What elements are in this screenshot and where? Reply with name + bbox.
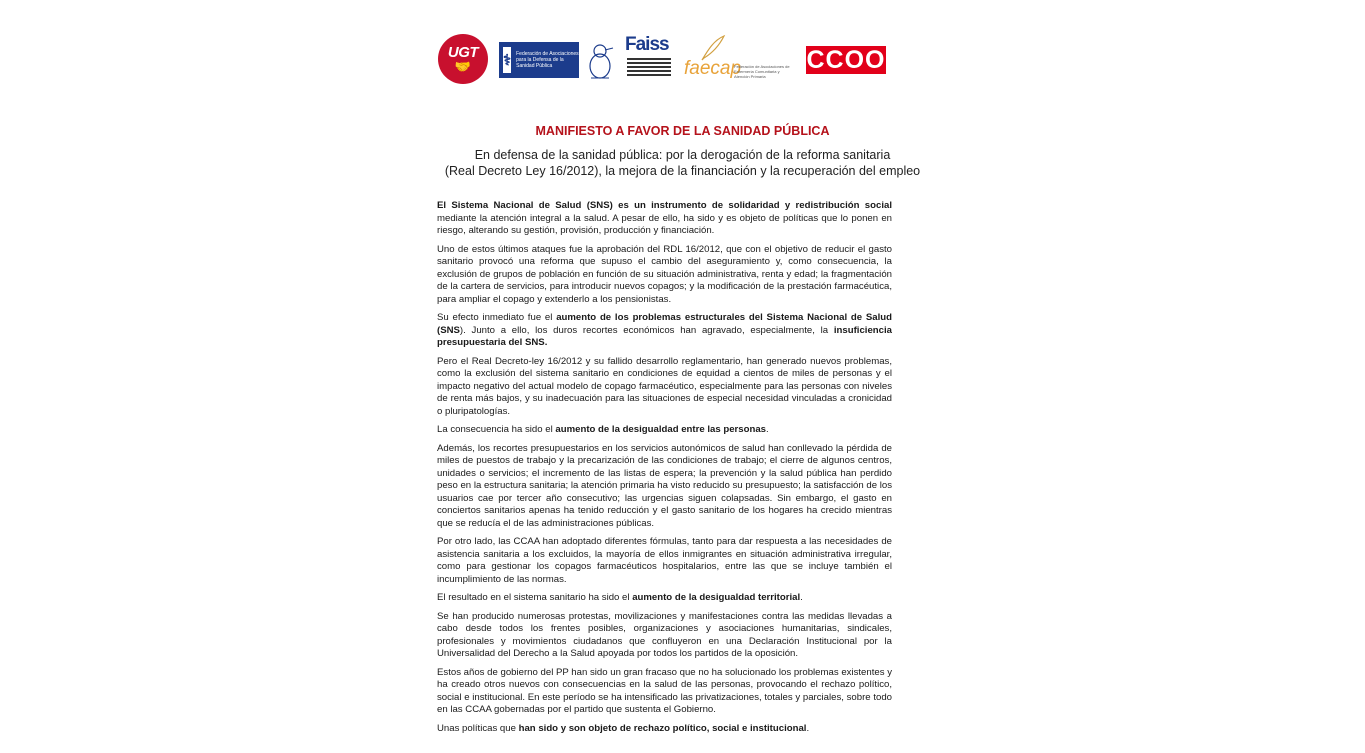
subtitle-line: En defensa de la sanidad pública: por la derogación de la reforma sanitaria [474,148,891,162]
paragraph-text: Su efecto inmediato fue el [437,312,557,323]
subtitle-line: (Real Decreto Ley 16/2012), la mejora de la financiación y la recuperación del empleo [444,164,921,178]
faiss-logo-text: Faiss [625,34,669,55]
ugt-logo-text: UGT [447,43,479,61]
fads-logo [499,42,579,78]
body-paragraph [437,312,892,350]
document-title: MANIFIESTO A FAVOR DE LA SANIDAD PÚBLICA [535,124,830,138]
bold-text: han sido y son objeto de rechazo político, social e institucional [518,722,807,734]
body-paragraph [437,443,892,531]
paragraph-text: Uno de estos últimos ataques fue la aprobación del RDL 16/2012, que con el objetivo de reducir el gasto sanitario provocó una reforma que supuso el cambio del aseguramiento y, como consecuencia, la exclusión de grupos de población en función de su situación administrativa, renta y edad; la fragmentación de la cartera de servicios, para introducir nuevos copagos; y la modificación de la prestación farmacéutica, para ampliar el copago y extenderlo a los pensionistas. [437,243,892,305]
body-paragraph [437,611,892,661]
paragraph-text: mediante la atención integral a la salud. A pesar de ello, ha sido y es objeto de políticas que lo ponen en riesgo, alterando su gestión, provisión, producción y financiación. [437,212,892,236]
body-paragraph [437,356,892,419]
paragraph-text: Además, los recortes presupuestarios en los servicios autonómicos de salud han conllevado la pérdida de miles de puestos de trabajo y la precarización de las condiciones de trabajo; el cierre de algunos centros, unidades o servicios; el incremento de las listas de espera; la prevención y la salud pública han perdido peso en la estructura sanitaria; la atención primaria ha visto reducido su presupuesto; la satisfacción de los usuarios cae por tercer año consecutivo; las urgencias siguen colapsadas. Sin embargo, el gasto en conciertos sanitarios apenas ha tenido reducción y el gasto sanitario de los hogares ha crecido mientras que se reducía el de las administraciones públicas. [437,442,892,529]
paragraph-text: ). Junto a ello, los duros recortes económicos han agravado, especialmente, la [459,324,834,336]
document-body [437,200,892,741]
paragraph-text: . [766,424,769,435]
ccoo-logo [806,46,886,74]
fads-mark-icon: ⚕ [503,47,511,73]
body-paragraph [437,667,892,717]
body-paragraph [437,424,892,437]
ccoo-logo-text: CCOO [806,45,886,74]
faecap-logo-subtext: Federación de Asociaciones de Enfermería Comunitaria y Atención Primaria [734,64,790,79]
ugt-logo [438,34,488,84]
faecap-logo-text: faecap [684,58,742,79]
bold-text: aumento de la desigualdad territorial [632,592,801,603]
bold-text: El Sistema Nacional de Salud (SNS) es un instrumento de solidaridad y redistribución social [437,200,892,211]
faecap-logo [684,34,788,86]
body-paragraph [437,536,892,586]
bird-logo-icon [583,38,617,82]
body-paragraph [437,723,892,736]
paragraph-text: Estos años de gobierno del PP han sido un gran fracaso que no ha solucionado los problemas existentes y ha creado otros nuevos con consecuencias en la salud de las personas, provocando el rechazo político, social e institucional. En este período se ha intensificado las privatizaciones, totales y parciales, sobre todo en las CCAA gobernadas por el partido que sustenta el Gobierno. [437,666,892,715]
paragraph-text: Por otro lado, las CCAA han adoptado diferentes fórmulas, tanto para dar respuesta a las necesidades de asistencia sanitaria a los excluidos, la mayoría de ellos inmigrantes en situación administrativa irregular, como para gestionar los copagos farmacéuticos hospitalarios, entre las que se incluye también el incumplimiento de las normas. [437,536,892,585]
paragraph-text: Pero el Real Decreto-ley 16/2012 y su fallido desarrollo reglamentario, han generado nuevos problemas, como la exclusión del sistema sanitario en condiciones de equidad a cientos de miles de personas y el impacto negativo del actual modelo de copago farmacéutico, especialmente para las personas con niveles de renta más bajos, y su inadecuación para las situaciones de especial necesidad vinculadas a cronicidad o pluripatologías. [437,355,892,417]
body-paragraph [437,200,892,238]
paragraph-text: . [806,722,810,734]
paragraph-text: . [800,592,803,603]
handshake-icon: 🤝 [454,58,472,74]
paragraph-text: Unas políticas que [437,722,519,734]
logos-row [436,32,892,90]
faiss-lines-icon [625,58,673,76]
body-paragraph [437,244,892,307]
bold-text: aumento de la desigualdad entre las personas [555,424,767,435]
body-paragraph [437,592,892,605]
document-subtitle [0,147,1365,179]
bold-text: aumento de los problemas estructurales del Sistema Nacional de Salud (SNS [437,312,892,336]
bold-text: insuficiencia presupuestaria del SNS. [437,324,892,348]
fads-logo-text: Federación de Asociaciones para la Defensa de la Sanidad Pública [516,51,579,69]
paragraph-text: El resultado en el sistema sanitario ha sido el [437,592,633,603]
paragraph-text: Se han producido numerosas protestas, movilizaciones y manifestaciones contra las medidas llevadas a cabo desde todos los frentes posibles, organizaciones y asociaciones humanitarias, sindicales, profesionales y movimientos ciudadanos que confluyeron en una Declaración Institucional por la Universalidad del Derecho a la Salud apoyada por todos los partidos de la oposición. [437,610,892,659]
faiss-logo [625,34,673,84]
paragraph-text: La consecuencia ha sido el [437,424,556,435]
